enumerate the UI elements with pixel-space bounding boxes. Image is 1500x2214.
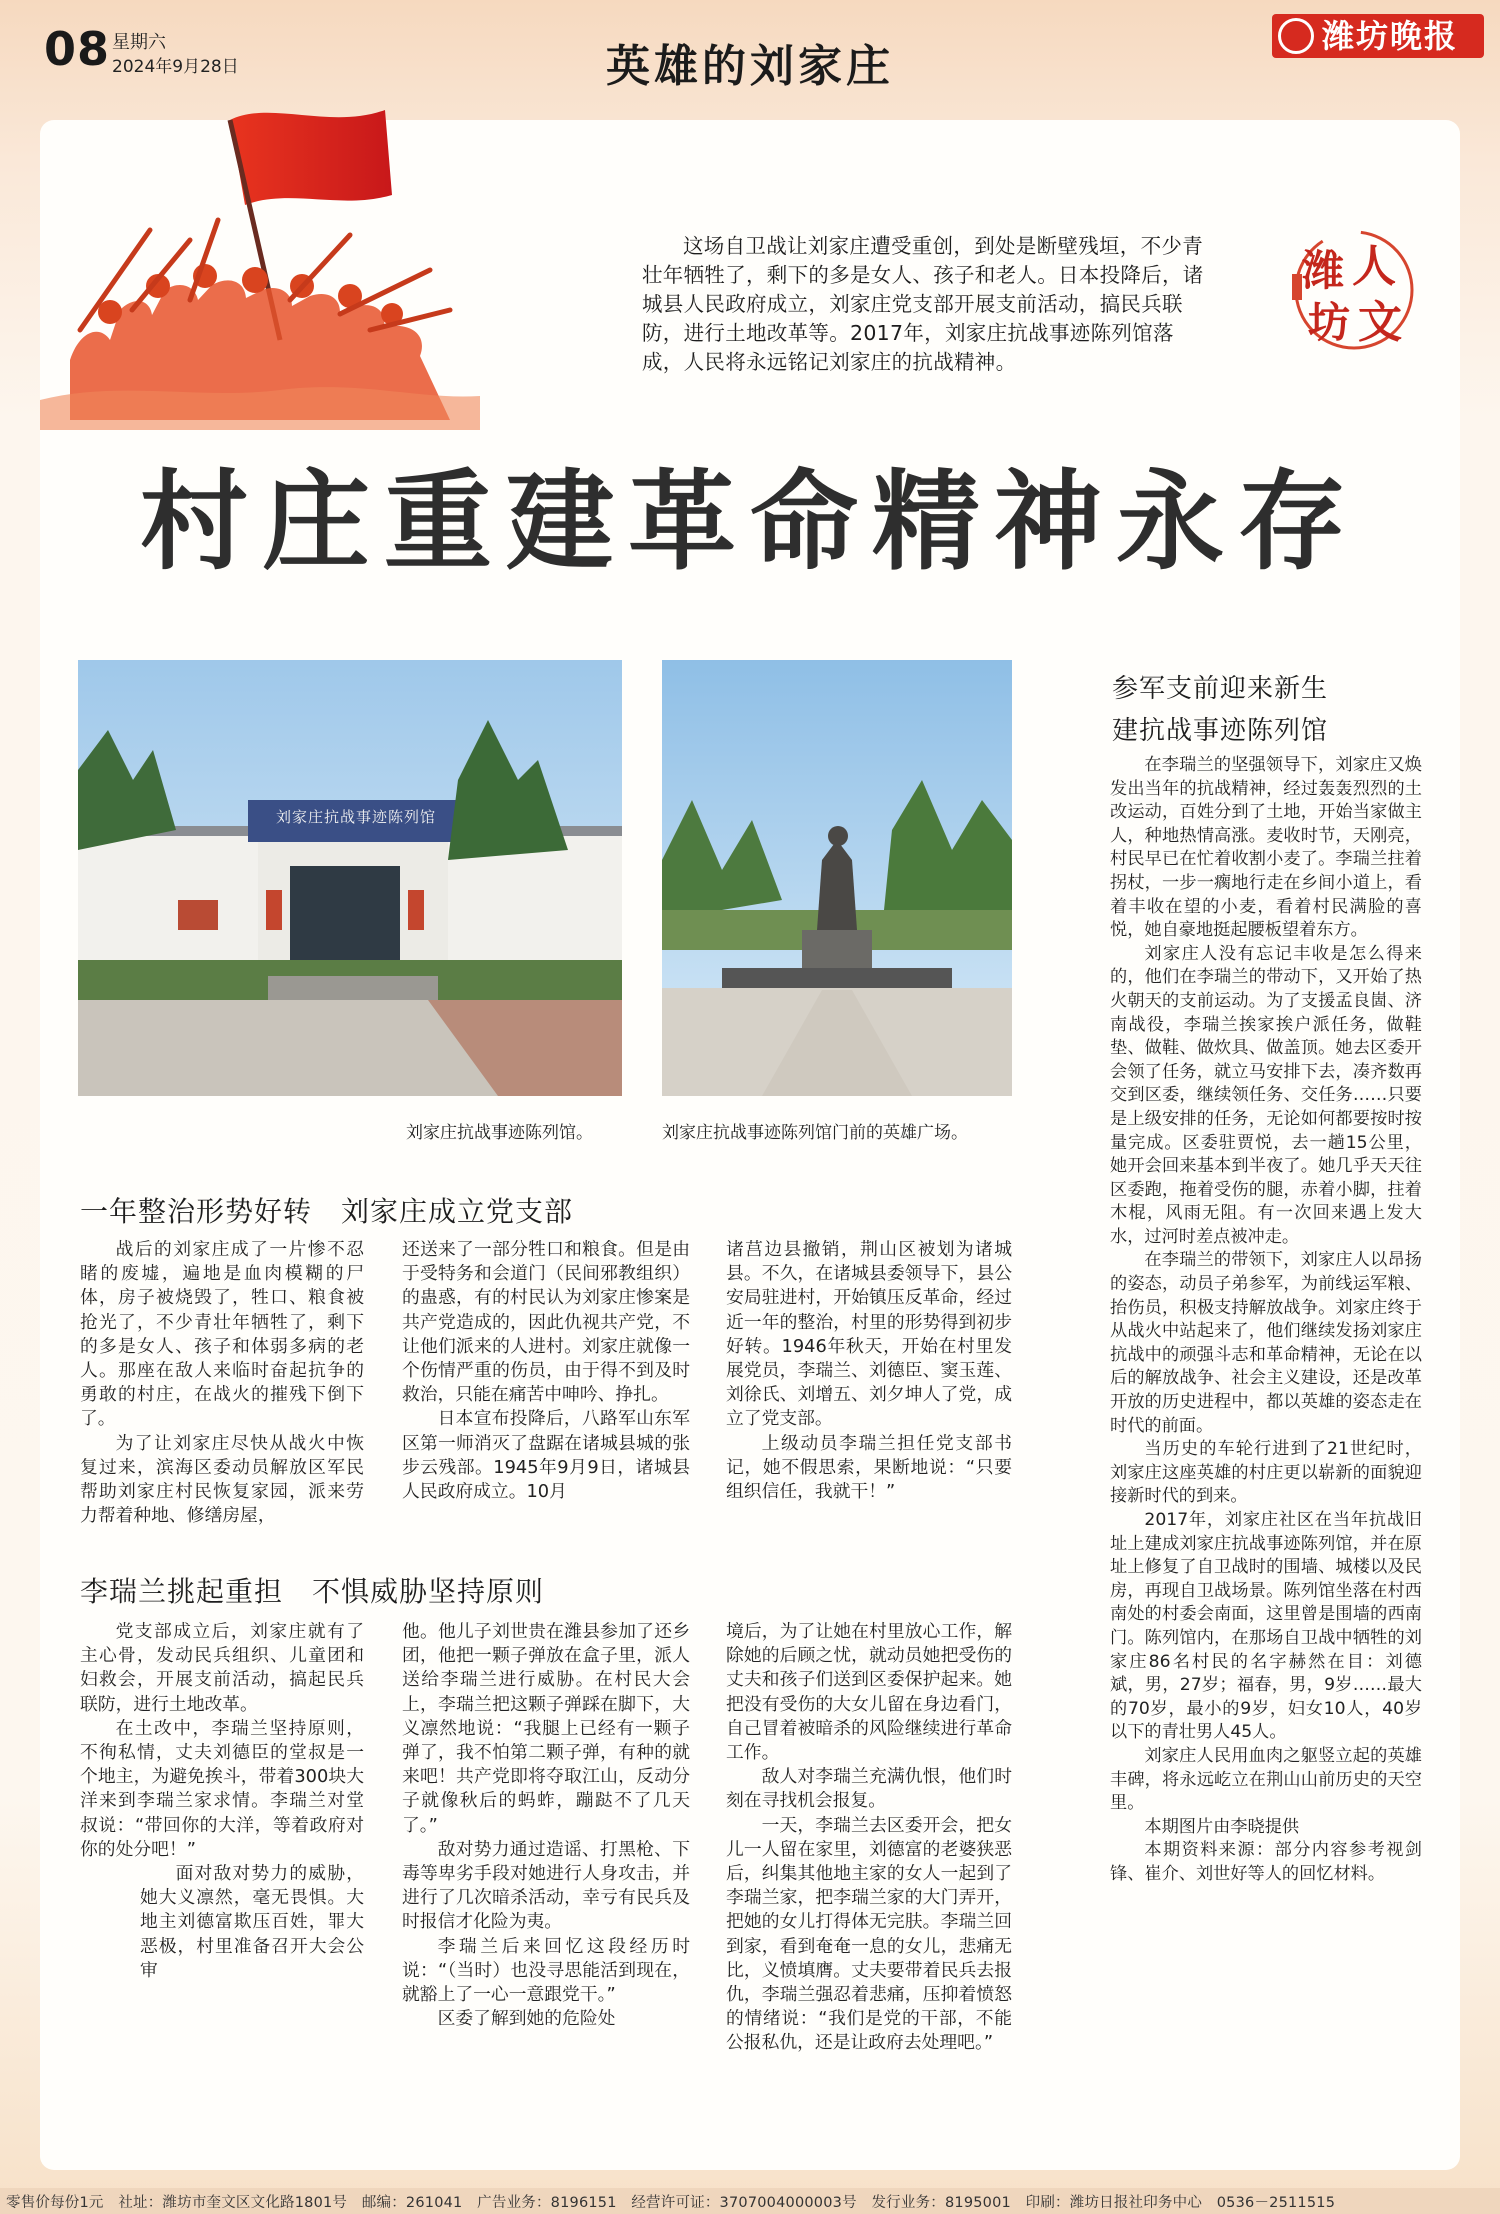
main-headline: 村庄重建革命精神永存 xyxy=(140,460,1361,585)
paragraph: 一天，李瑞兰去区委开会，把女儿一人留在家里，刘德富的老婆狭恶后，纠集其他地主家的女人一起到了李瑞兰家，把李瑞兰家的大门弄开，把她的女儿打得体无完肤。李瑞兰回到家，看到奄奄一息的女儿，悲痛无比，义愤填膺。丈夫要带着民兵去报仇，李瑞兰强忍着悲痛，压抑着愤怒的情绪说：“我们是党的干部，不能公报私仇，还是让政府去处理吧。” xyxy=(726,1814,1012,2054)
paragraph: 2017年，刘家庄社区在当年抗战旧址上建成刘家庄抗战事迹陈列馆，并在原址上修复了自卫战时的围墙、城楼以及民房，再现自卫战场景。陈列馆坐落在村西南处的村委会南面，这里曾是围墙的西南门。陈列馆内，在那场自卫战中牺牲的刘家庄86名村民的名字赫然在目：刘德斌，男，27岁；福春，男，9岁……最大的70岁，最小的9岁，妇女10人，40岁以下的青壮男人45人。 xyxy=(1110,1510,1422,1743)
section2-heading: 李瑞兰挑起重担 不惧威胁坚持原则 xyxy=(80,1575,545,1608)
footer-info: 零售价每份1元 社址：潍坊市奎文区文化路1801号 邮编：261041 广告业务：8196151 经营许可证：3707004000003号 发行业务：8195001 印刷：潍坊日报社印务中心 0536－2511515 xyxy=(6,2195,1336,2211)
intro-paragraph: 这场自卫战让刘家庄遭受重创，到处是断壁残垣，不少青壮年牺牲了，剩下的多是女人、孩子和老人。日本投降后，诸城县人民政府成立，刘家庄党支部开展支前活动，搞民兵联防，进行土地改革等。2017年，刘家庄抗战事迹陈列馆落成，人民将永远铭记刘家庄的抗战精神。 xyxy=(642,234,1204,374)
paragraph: 境后，为了让她在村里放心工作，解除她的后顾之忧，就动员她把受伤的丈夫和孩子们送到区委保护起来。她把没有受伤的大女儿留在身边看门，自己冒着被暗杀的风险继续进行革命工作。 xyxy=(726,1621,1012,1764)
soldiers-flag-illustration xyxy=(40,100,480,430)
paragraph: 为了让刘家庄尽快从战火中恢复过来，滨海区委动员解放区军民帮助刘家庄村民恢复家园，派来劳力帮着种地、修缮房屋， xyxy=(80,1432,364,1527)
section2-column-2 xyxy=(402,1620,690,2031)
column-badge xyxy=(1288,224,1420,356)
badge-char-2: 人 xyxy=(1352,241,1396,292)
weekday: 星期六 xyxy=(112,32,166,53)
paragraph: 上级动员李瑞兰担任党支部书记，她不假思索，果断地说：“只要组织信任，我就干！” xyxy=(726,1432,1012,1503)
museum-sign: 刘家庄抗战事迹陈列馆 xyxy=(275,808,436,826)
section3-heading-line1: 参军支前迎来新生 xyxy=(1112,674,1329,704)
paragraph: 在土改中，李瑞兰坚持原则，不徇私情，丈夫刘德臣的堂叔是一个地主，为避免挨斗，带着300块大洋来到李瑞兰家求情。李瑞兰对堂叔说：“带回你的大洋，等着政府对你的处分吧！” xyxy=(80,1717,364,1860)
page-number: 08 xyxy=(44,22,111,76)
section3-heading-line2: 建抗战事迹陈列馆 xyxy=(1112,716,1329,746)
hero-square-photo xyxy=(662,660,1012,1096)
paragraph: 敌人对李瑞兰充满仇恨，他们时刻在寻找机会报复。 xyxy=(726,1766,1012,1812)
paragraph: 党支部成立后，刘家庄就有了主心骨，发动民兵组织、儿童团和妇救会，开展支前活动，搞起民兵联防，进行土地改革。 xyxy=(80,1621,364,1715)
paragraph: 在李瑞兰的带领下，刘家庄人以昂扬的姿态，动员子弟参军，为前线运军粮、抬伤员，积极支持解放战争。刘家庄终于从战火中站起来了，他们继续发扬刘家庄抗战中的顽强斗志和革命精神，无论在以后的解放战争、社会主义建设，还是改革开放的历史进程中，都以英雄的姿态走在时代的前面。 xyxy=(1110,1250,1422,1436)
paragraph: 刘家庄人没有忘记丰收是怎么得来的，他们在李瑞兰的带动下，又开始了热火朝天的支前运动。为了支援孟良崮、济南战役，李瑞兰挨家挨户派任务，做鞋垫、做鞋、做炊具、做盖顶。她去区委开会领了任务，就立马安排下去，凑齐数再交到区委，继续领任务、交任务……只要是上级安排的任务，无论如何都要按时按量完成。区委驻贾悦，去一趟15公里，她开会回来基本到半夜了。她几乎天天往区委跑，拖着受伤的腿，赤着小脚，拄着木棍，风雨无阻。有一次回来遇上发大水，过河时差点被冲走。 xyxy=(1110,943,1422,1247)
section1-column-1 xyxy=(80,1238,364,1528)
paragraph: 李瑞兰后来回忆这段经历时说：“（当时）也没寻思能活到现在，就豁上了一心一意跟党干。” xyxy=(402,1935,690,2006)
photo-credit: 本期图片由李晓提供 xyxy=(1144,1816,1300,1837)
section1-column-2 xyxy=(402,1238,690,1504)
badge-char-1: 潍 xyxy=(1302,246,1345,295)
section2-column-3 xyxy=(726,1620,1012,2056)
paragraph: 还送来了一部分牲口和粮食。但是由于受特务和会道门（民间邪教组织）的蛊惑，有的村民认为刘家庄惨案是共产党造成的，因此仇视共产党，不让他们派来的人进村。刘家庄就像一个伤情严重的伤员，由于得不到及时救治，只能在痛苦中呻吟、挣扎。 xyxy=(402,1239,690,1406)
paragraph: 日本宣布投降后，八路军山东军区第一师消灭了盘踞在诸城县城的张步云残部。1945年9月9日，诸城县人民政府成立。10月 xyxy=(402,1408,690,1503)
paragraph: 面对敌对势力的威胁，她大义凛然，毫无畏惧。大地主刘德富欺压百姓，罪大恶极，村里准备召开大会公审 xyxy=(140,1863,364,1981)
section1-column-3 xyxy=(726,1238,1012,1504)
brand-swirl-icon xyxy=(1278,18,1314,54)
section-title: 英雄的刘家庄 xyxy=(606,41,894,92)
section3-column xyxy=(1110,754,1422,1887)
paragraph: 在李瑞兰的坚强领导下，刘家庄又焕发出当年的抗战精神，经过轰轰烈烈的土改运动，百姓分到了土地，开始当家做主人，种地热情高涨。麦收时节，天刚亮，村民早已在忙着收割小麦了。李瑞兰拄着拐杖，一步一瘸地行走在乡间小道上，看着丰收在望的小麦，看着村民满脸的喜悦，她自豪地挺起腰板望着东方。 xyxy=(1110,755,1422,941)
badge-char-4: 文 xyxy=(1358,297,1402,348)
museum-photo xyxy=(78,660,622,1096)
section2-column-1 xyxy=(80,1620,364,1983)
paragraph: 区委了解到她的危险处 xyxy=(437,2008,616,2030)
paragraph: 他。他儿子刘世贵在潍县参加了还乡团，他把一颗子弹放在盒子里，派人送给李瑞兰进行威胁。在村民大会上，李瑞兰把这颗子弹踩在脚下，大义凛然地说：“我腿上已经有一颗子弹了，我不怕第二颗子弹，有种的就来吧！共产党即将夺取江山，反动分子就像秋后的蚂蚱，蹦跶不了几天了。” xyxy=(402,1621,690,1836)
paragraph: 诸莒边县撤销，荆山区被划为诸城县。不久，在诸城县委领导下，县公安局驻进村，开始镇压反革命，经过近一年的整治，村里的形势得到初步好转。1946年秋天，开始在村里发展党员，李瑞兰、刘德臣、窦玉莲、刘徐氏、刘增五、刘夕坤人了党，成立了党支部。 xyxy=(726,1239,1012,1430)
photo-caption-1: 刘家庄抗战事迹陈列馆。 xyxy=(406,1123,593,1143)
paragraph: 刘家庄人民用血肉之躯竖立起的英雄丰碑，将永远屹立在荆山山前历史的天空里。 xyxy=(1110,1745,1422,1814)
badge-char-3: 坊 xyxy=(1308,298,1351,347)
brand-name: 潍坊晚报 xyxy=(1322,17,1459,55)
photo-caption-2: 刘家庄抗战事迹陈列馆门前的英雄广场。 xyxy=(662,1123,968,1143)
paragraph: 当历史的车轮行进到了21世纪时，刘家庄这座英雄的村庄更以崭新的面貌迎接新时代的到来。 xyxy=(1110,1439,1422,1507)
section1-heading: 一年整治形势好转 刘家庄成立党支部 xyxy=(80,1195,574,1228)
paragraph: 战后的刘家庄成了一片惨不忍睹的废墟，遍地是血肉模糊的尸体，房子被烧毁了，牲口、粮食被抢光了，不少青壮年牺牲了，剩下的多是女人、孩子和体弱多病的老人。那座在敌人来临时奋起抗争的勇敢的村庄，在战火的摧残下倒下了。 xyxy=(80,1239,364,1430)
issue-date: 2024年9月28日 xyxy=(112,57,239,77)
paragraph: 敌对势力通过造谣、打黑枪、下毒等卑劣手段对她进行人身攻击，并进行了几次暗杀活动，幸亏有民兵及时报信才化险为夷。 xyxy=(402,1838,690,1933)
source-note: 本期资料来源：部分内容参考视剑锋、崔介、刘世好等人的回忆材料。 xyxy=(1110,1840,1422,1884)
